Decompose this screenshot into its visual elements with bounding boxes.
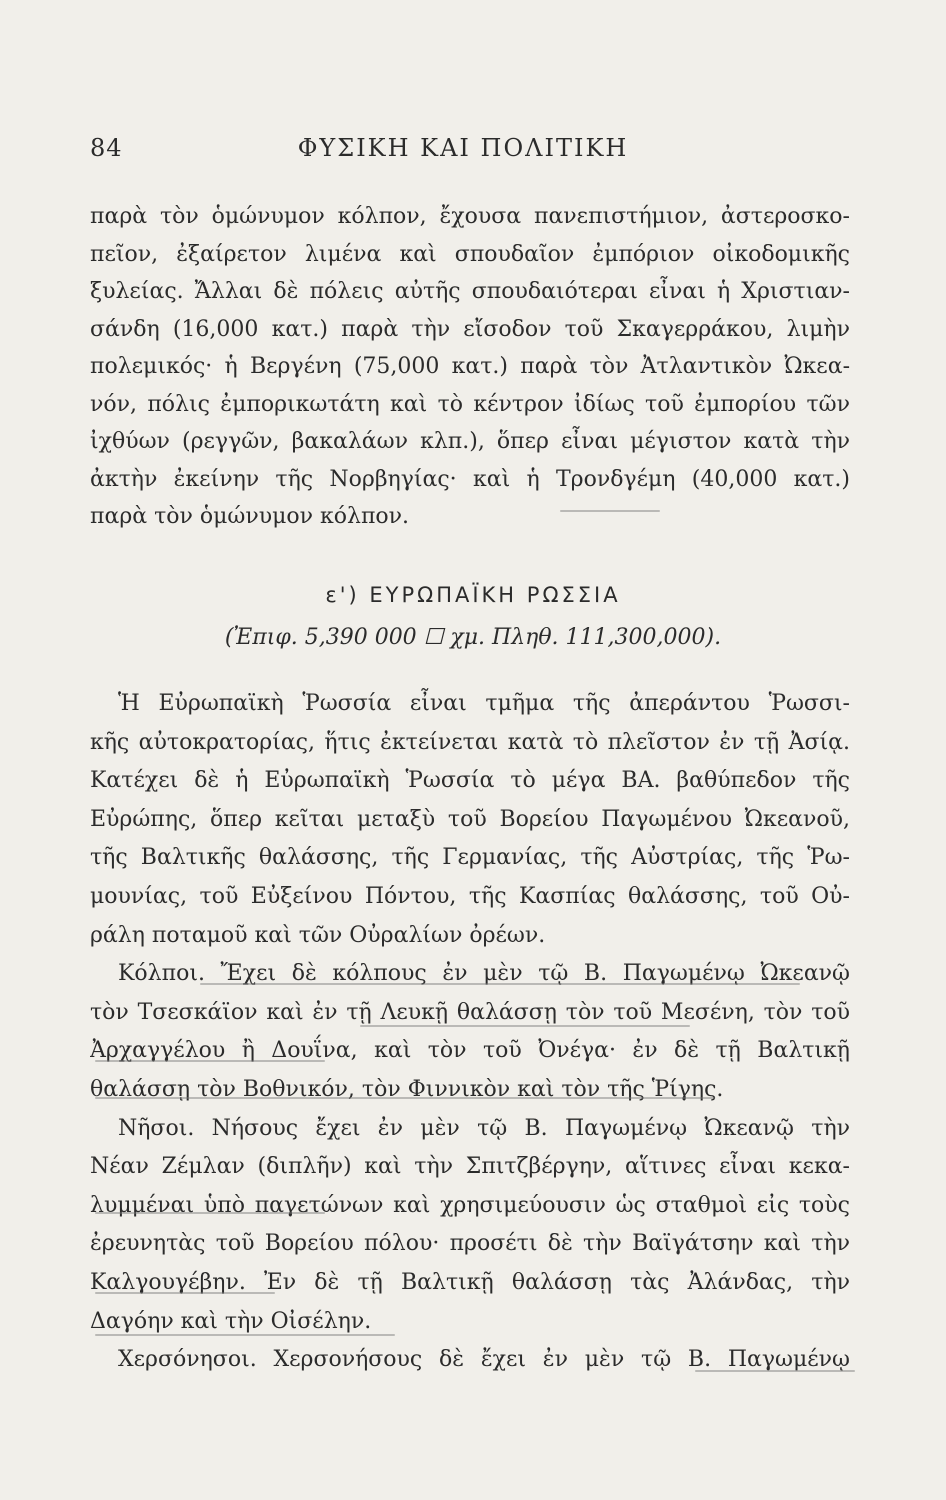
text-line: Ἀρχαγγέλου ἢ Δουΐνα, καὶ τὸν τοῦ Ὀνέγα· ἐν δὲ τῇ Βαλτικῇ bbox=[90, 1038, 850, 1064]
text-line: Εὐρώπης, ὅπερ κεῖται μεταξὺ τοῦ Βορείου Παγωμένου Ὠκεανοῦ, bbox=[90, 806, 850, 832]
pencil-underline bbox=[95, 1212, 325, 1214]
text-line: Νῆσοι. Νήσους ἔχει ἐν μὲν τῷ Β. Παγωμένῳ Ὠκεανῷ τὴν bbox=[118, 1115, 850, 1141]
text-line: πεῖον, ἐξαίρετον λιμένα καὶ σπουδαῖον ἐμπόριον οἰκοδομικῆς bbox=[90, 241, 850, 267]
text-line: παρὰ τὸν ὁμώνυμον κόλπον. bbox=[90, 504, 410, 529]
page-number: 84 bbox=[90, 134, 123, 162]
text-line: ἰχθύων (ρεγγῶν, βακαλάων κλπ.), ὅπερ εἶναι μέγιστον κατὰ τὴν bbox=[90, 429, 850, 454]
text-line: νόν, πόλις ἐμπορικωτάτη καὶ τὸ κέντρον ἰδίως τοῦ ἐμπορίου τῶν bbox=[90, 391, 850, 417]
text-line: λυμμέναι ὑπὸ παγετώνων καὶ χρησιμεύουσιν ὡς σταθμοὶ εἰς τοὺς bbox=[90, 1192, 850, 1218]
text-line: Δαγόην καὶ τὴν Οἰσέλην. bbox=[90, 1308, 372, 1334]
text-line: παρὰ τὸν ὁμώνυμον κόλπον, ἔχουσα πανεπιστήμιον, ἀστεροσκο- bbox=[90, 204, 850, 229]
pencil-underline bbox=[360, 1025, 690, 1027]
pencil-underline bbox=[200, 983, 800, 985]
section-subtitle: (Ἐπιφ. 5,390 000 ☐ χμ. Πληθ. 111,300,000). bbox=[224, 625, 722, 650]
text-line: Καλγουγέβην. Ἐν δὲ τῇ Βαλτικῇ θαλάσσῃ τὰς Ἀλάνδας, τὴν bbox=[90, 1269, 850, 1295]
text-line: μουνίας, τοῦ Εὐξείνου Πόντου, τῆς Κασπίας θαλάσσης, τοῦ Οὐ- bbox=[90, 883, 850, 909]
text-line: θαλάσσῃ τὸν Βοθνικόν, τὸν Φιννικὸν καὶ τὸν τῆς Ῥίγης. bbox=[90, 1076, 724, 1102]
pencil-underline bbox=[95, 1097, 715, 1099]
text-line: ἐρευνητὰς τοῦ Βορείου πόλου· προσέτι δὲ τὴν Βαϊγάτσην καὶ τὴν bbox=[90, 1231, 850, 1257]
text-line: Χερσόνησοι. Χερσονήσους δὲ ἔχει ἐν μὲν τῷ Β. Παγωμένῳ bbox=[118, 1347, 850, 1373]
page-header bbox=[90, 134, 836, 168]
paragraph-norway-cities bbox=[90, 198, 850, 536]
pencil-underline bbox=[95, 1292, 275, 1294]
text-line: Ἡ Εὐρωπαϊκὴ Ῥωσσία εἶναι τμῆμα τῆς ἀπεράντου Ῥωσσι- bbox=[118, 691, 850, 716]
pencil-underline bbox=[95, 1060, 325, 1062]
text-line: Κόλποι. Ἔχει δὲ κόλπους ἐν μὲν τῷ Β. Παγωμένῳ Ὠκεανῷ bbox=[118, 961, 850, 987]
text-line: σάνδη (16,000 κατ.) παρὰ τὴν εἴσοδον τοῦ Σκαγερράκου, λιμὴν bbox=[90, 316, 850, 342]
text-line: κῆς αὐτοκρατορίας, ἥτις ἐκτείνεται κατὰ τὸ πλεῖστον ἐν τῇ Ἀσίᾳ. bbox=[90, 729, 850, 755]
paragraph-european-russia bbox=[90, 685, 850, 1380]
text-line: Νέαν Ζέμλαν (διπλῆν) καὶ τὴν Σπιτζβέργην, αἵτινες εἶναι κεκα- bbox=[90, 1154, 850, 1180]
text-line: Κατέχει δὲ ἡ Εὐρωπαϊκὴ Ῥωσσία τὸ μέγα ΒΑ. βαθύπεδον τῆς bbox=[90, 768, 850, 794]
running-title: ΦΥΣΙΚΗ ΚΑΙ ΠΟΛΙΤΙΚΗ bbox=[297, 134, 629, 162]
text-line: τὸν Τσεσκάϊον καὶ ἐν τῇ Λευκῇ θαλάσσῃ τὸν τοῦ Μεσένη, τὸν τοῦ bbox=[90, 999, 850, 1025]
text-line: ξυλείας. Ἄλλαι δὲ πόλεις αὐτῆς σπουδαιότεραι εἶναι ἡ Χριστιαν- bbox=[90, 279, 850, 304]
pencil-underline bbox=[95, 1334, 395, 1336]
pencil-underline bbox=[560, 510, 660, 512]
section-title: ε') ΕΥΡΩΠΑΪΚΗ ΡΩΣΣΙΑ bbox=[325, 583, 621, 607]
text-line: πολεμικός· ἡ Βεργένη (75,000 κατ.) παρὰ τὸν Ἀτλαντικὸν Ὠκεα- bbox=[90, 354, 850, 379]
text-line: τῆς Βαλτικῆς θαλάσσης, τῆς Γερμανίας, τῆς Αὐστρίας, τῆς Ῥω- bbox=[90, 845, 850, 871]
pencil-underline bbox=[695, 1370, 855, 1372]
text-line: ράλη ποταμοῦ καὶ τῶν Οὐραλίων ὀρέων. bbox=[90, 922, 546, 948]
text-line: ἀκτὴν ἐκείνην τῆς Νορβηγίας· καὶ ἡ Τρονδγέμη (40,000 κατ.) bbox=[90, 466, 850, 492]
